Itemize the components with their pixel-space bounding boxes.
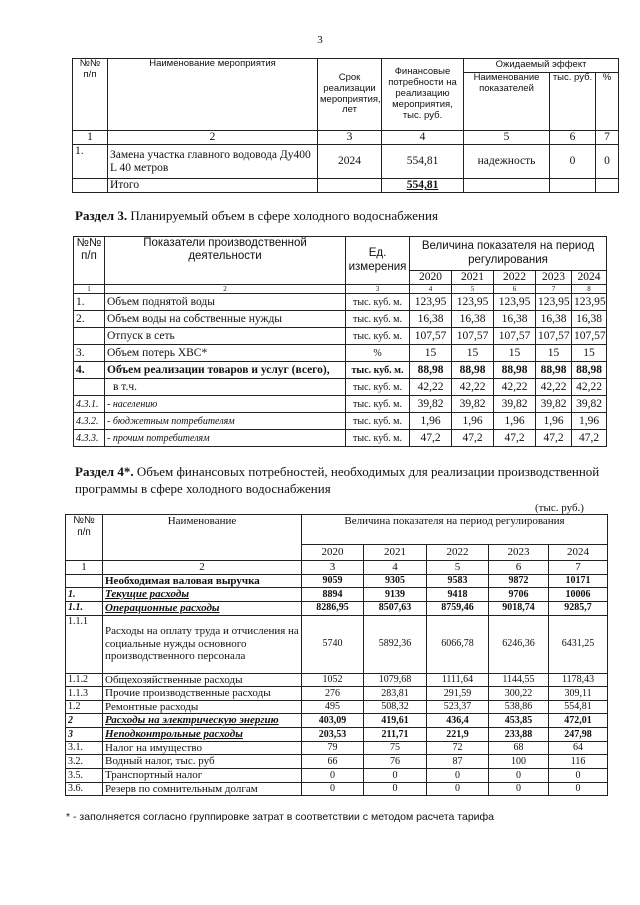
col-number: 6 [494, 285, 536, 294]
year-header: 2020 [410, 271, 452, 285]
col-number: 2 [103, 561, 302, 575]
row-value: 0 [302, 769, 364, 783]
row-value: 9872 [489, 574, 549, 588]
row-value: 42,22 [410, 379, 452, 396]
row-value: 554,81 [549, 700, 608, 714]
row-value: 39,82 [410, 396, 452, 413]
row-value: 15 [536, 345, 572, 362]
row-value: 72 [427, 741, 489, 755]
row-name: Налог на имущество [103, 741, 302, 755]
year-header: 2024 [549, 545, 608, 561]
row-num [74, 379, 105, 396]
table-row [74, 362, 607, 379]
row-num: 2. [74, 311, 105, 328]
year-header: 2021 [364, 545, 427, 561]
table-row [66, 700, 608, 714]
col-number: 3 [302, 561, 364, 575]
row-value: 1144,55 [489, 673, 549, 687]
row-value: 15 [452, 345, 494, 362]
row-value: 508,32 [364, 700, 427, 714]
row-value: 47,2 [410, 430, 452, 447]
table-row [66, 728, 608, 742]
row-num: 3.6. [66, 782, 103, 796]
row-value: 1,96 [452, 413, 494, 430]
row-value: 42,22 [536, 379, 572, 396]
row-value: 10006 [549, 588, 608, 602]
header-num: №№ п/п [73, 59, 108, 131]
row-unit: тыс. куб. м. [346, 328, 410, 345]
year-header: 2020 [302, 545, 364, 561]
row-value: 9285,7 [549, 601, 608, 615]
row-value: 538,86 [489, 700, 549, 714]
row-value: 88,98 [572, 362, 607, 379]
row-name: Объем поднятой воды [105, 294, 346, 311]
header-name: Наименование [103, 515, 302, 561]
section4-prefix: Раздел 4*. [75, 464, 134, 479]
row-value: 15 [572, 345, 607, 362]
table-row [66, 601, 608, 615]
row-value: 47,2 [536, 430, 572, 447]
section3-prefix: Раздел 3. [75, 208, 128, 223]
row-value: 88,98 [494, 362, 536, 379]
row-value: 42,22 [494, 379, 536, 396]
row-value: 87 [427, 755, 489, 769]
row-value: 0 [549, 782, 608, 796]
row-name: Водный налог, тыс. руб [103, 755, 302, 769]
col-number: 1 [73, 131, 108, 145]
row-name: Ремонтные расходы [103, 700, 302, 714]
row-value: 5892,36 [364, 615, 427, 673]
row-value: 123,95 [572, 294, 607, 311]
row-value: 15 [410, 345, 452, 362]
table-row [66, 615, 608, 673]
header-num: №№ п/п [74, 237, 105, 285]
section4-heading [75, 464, 615, 498]
row-value: 1,96 [410, 413, 452, 430]
row-value: 453,85 [489, 714, 549, 728]
table-row [66, 769, 608, 783]
row-unit: тыс. куб. м. [346, 311, 410, 328]
row-value: 8286,95 [302, 601, 364, 615]
header-finance: Финансовые потребности на реализацию мероприятия, тыс. руб. [382, 59, 464, 131]
section3-heading [75, 208, 438, 224]
col-number: 5 [427, 561, 489, 575]
row-value: 0 [364, 782, 427, 796]
row-value: 247,98 [549, 728, 608, 742]
row-value: 39,82 [494, 396, 536, 413]
table-row [74, 396, 607, 413]
row-value: 0 [364, 769, 427, 783]
row-value: 123,95 [452, 294, 494, 311]
header-value: Величина показателя на период регулирования [302, 515, 608, 545]
year-header: 2023 [536, 271, 572, 285]
row-num [66, 574, 103, 588]
row-value: 123,95 [410, 294, 452, 311]
unit-note: (тыс. руб.) [535, 502, 584, 514]
row-value: 276 [302, 687, 364, 701]
row-value: 16,38 [536, 311, 572, 328]
row-value: 39,82 [572, 396, 607, 413]
col-number: 5 [452, 285, 494, 294]
row-value: 107,57 [536, 328, 572, 345]
row-name: Отпуск в сеть [105, 328, 346, 345]
row-value: 16,38 [410, 311, 452, 328]
row-value: 221,9 [427, 728, 489, 742]
row-num: 3. [74, 345, 105, 362]
table-row [66, 673, 608, 687]
row-num: 1.2 [66, 700, 103, 714]
row-value: 76 [364, 755, 427, 769]
row-name: Замена участка главного водовода Ду400 L 40 метров [108, 145, 318, 179]
row-name: - населению [105, 396, 346, 413]
col-number: 4 [410, 285, 452, 294]
row-unit: тыс. куб. м. [346, 379, 410, 396]
table-row [74, 430, 607, 447]
row-value: 9018,74 [489, 601, 549, 615]
row-value: 47,2 [494, 430, 536, 447]
row-name: Общехозяйственные расходы [103, 673, 302, 687]
row-value: 9583 [427, 574, 489, 588]
row-value: 523,37 [427, 700, 489, 714]
row-value: 233,88 [489, 728, 549, 742]
section3-title: Планируемый объем в сфере холодного водоснабжения [130, 208, 438, 223]
table-row [66, 588, 608, 602]
table-row [74, 294, 607, 311]
row-value: 39,82 [452, 396, 494, 413]
row-num: 1.1. [66, 601, 103, 615]
row-name: Объем потерь ХВС* [105, 345, 346, 362]
row-value: 79 [302, 741, 364, 755]
row-num: 1.1.1 [66, 615, 103, 673]
row-value: 5740 [302, 615, 364, 673]
row-value: 107,57 [494, 328, 536, 345]
row-value: 123,95 [536, 294, 572, 311]
year-header: 2023 [489, 545, 549, 561]
page-number: 3 [317, 34, 323, 46]
row-value: 1079,68 [364, 673, 427, 687]
row-num [74, 328, 105, 345]
year-header: 2022 [494, 271, 536, 285]
row-unit: тыс. куб. м. [346, 362, 410, 379]
row-num: 1. [73, 145, 108, 179]
row-value: 1,96 [572, 413, 607, 430]
year-header: 2024 [572, 271, 607, 285]
col-number: 8 [572, 285, 607, 294]
row-value: 66 [302, 755, 364, 769]
total-value: 554,81 [382, 179, 464, 193]
footnote: * - заполняется согласно группировке затрат в соответствии с методом расчета тарифа [66, 811, 495, 823]
row-value: 68 [489, 741, 549, 755]
row-unit: тыс. куб. м. [346, 430, 410, 447]
row-percent: 0 [596, 145, 619, 179]
measures-table [72, 58, 619, 193]
volume-table [73, 236, 607, 447]
row-value: 6066,78 [427, 615, 489, 673]
row-value: 47,2 [452, 430, 494, 447]
row-num: 4.3.1. [74, 396, 105, 413]
row-value: 16,38 [452, 311, 494, 328]
row-num: 1. [66, 588, 103, 602]
table-row [74, 311, 607, 328]
row-num: 3 [66, 728, 103, 742]
row-value: 0 [489, 782, 549, 796]
table-row [74, 345, 607, 362]
header-effect: Ожидаемый эффект [464, 59, 619, 73]
col-number: 7 [536, 285, 572, 294]
row-value: 88,98 [452, 362, 494, 379]
row-num: 1.1.2 [66, 673, 103, 687]
table-row [66, 741, 608, 755]
row-name: Резерв по сомнительным долгам [103, 782, 302, 796]
row-value: 107,57 [572, 328, 607, 345]
row-name: Объем воды на собственные нужды [105, 311, 346, 328]
row-name: Расходы на электрическую энергию [103, 714, 302, 728]
row-unit: тыс. куб. м. [346, 396, 410, 413]
row-value: 9706 [489, 588, 549, 602]
row-value: 0 [427, 769, 489, 783]
row-value: 9059 [302, 574, 364, 588]
header-name: Показатели производственной деятельности [105, 237, 346, 285]
row-unit: % [346, 345, 410, 362]
row-name: - бюджетным потребителям [105, 413, 346, 430]
row-value: 8894 [302, 588, 364, 602]
col-number: 3 [318, 131, 382, 145]
table-row [66, 574, 608, 588]
col-number: 4 [382, 131, 464, 145]
header-term: Срок реализации мероприятия, лет [318, 59, 382, 131]
col-number: 5 [464, 131, 550, 145]
col-number: 1 [74, 285, 105, 294]
header-percent: % [596, 73, 619, 131]
row-name: Операционные расходы [103, 601, 302, 615]
table-row [66, 782, 608, 796]
row-value: 0 [549, 769, 608, 783]
row-value: 16,38 [572, 311, 607, 328]
row-value: 309,11 [549, 687, 608, 701]
row-name: Неподконтрольные расходы [103, 728, 302, 742]
header-indicator: Наименование показателей [464, 73, 550, 131]
row-value: 1,96 [494, 413, 536, 430]
row-value: 472,01 [549, 714, 608, 728]
row-value: 107,57 [410, 328, 452, 345]
row-value: 6246,36 [489, 615, 549, 673]
row-unit: тыс. куб. м. [346, 413, 410, 430]
row-num: 3.2. [66, 755, 103, 769]
row-value: 419,61 [364, 714, 427, 728]
row-value: 8507,63 [364, 601, 427, 615]
row-value: 107,57 [452, 328, 494, 345]
row-num: 1. [74, 294, 105, 311]
header-unit: Ед. измерения [346, 237, 410, 285]
row-num: 4. [74, 362, 105, 379]
total-label: Итого [108, 179, 318, 193]
row-value: 9305 [364, 574, 427, 588]
row-value: 88,98 [410, 362, 452, 379]
header-name: Наименование мероприятия [108, 59, 318, 131]
table-row [74, 328, 607, 345]
row-value: 123,95 [494, 294, 536, 311]
row-value: 47,2 [572, 430, 607, 447]
row-name: Необходимая валовая выручка [103, 574, 302, 588]
row-value: 9139 [364, 588, 427, 602]
table-row [74, 379, 607, 396]
col-number: 1 [66, 561, 103, 575]
row-name: в т.ч. [105, 379, 346, 396]
section4-title-line1: Объем финансовых потребностей, необходимых для реализации производственной [136, 464, 600, 479]
row-value: 291,59 [427, 687, 489, 701]
year-header: 2022 [427, 545, 489, 561]
col-number: 4 [364, 561, 427, 575]
col-number: 7 [549, 561, 608, 575]
row-rub: 0 [550, 145, 596, 179]
row-value: 495 [302, 700, 364, 714]
table-row [74, 413, 607, 430]
header-rub: тыс. руб. [550, 73, 596, 131]
row-value: 1111,64 [427, 673, 489, 687]
col-number: 3 [346, 285, 410, 294]
table-row [66, 755, 608, 769]
row-num: 2 [66, 714, 103, 728]
year-header: 2021 [452, 271, 494, 285]
row-name: Транспортный налог [103, 769, 302, 783]
table-row [66, 687, 608, 701]
row-value: 64 [549, 741, 608, 755]
col-number: 2 [108, 131, 318, 145]
row-name: Текущие расходы [103, 588, 302, 602]
table-row [66, 714, 608, 728]
row-value: 283,81 [364, 687, 427, 701]
row-term: 2024 [318, 145, 382, 179]
row-value: 116 [549, 755, 608, 769]
row-value: 10171 [549, 574, 608, 588]
table-row [73, 145, 619, 179]
row-num: 3.1. [66, 741, 103, 755]
header-value: Величина показателя на период регулирования [410, 237, 607, 271]
row-name: Прочие производственные расходы [103, 687, 302, 701]
row-num: 4.3.2. [74, 413, 105, 430]
row-value: 436,4 [427, 714, 489, 728]
row-value: 8759,46 [427, 601, 489, 615]
col-number: 2 [105, 285, 346, 294]
row-name: Объем реализации товаров и услуг (всего), [105, 362, 346, 379]
header-num: №№ п/п [66, 515, 103, 561]
finance-table [65, 514, 608, 796]
row-finance: 554,81 [382, 145, 464, 179]
row-value: 100 [489, 755, 549, 769]
row-value: 42,22 [452, 379, 494, 396]
row-value: 1178,43 [549, 673, 608, 687]
row-value: 6431,25 [549, 615, 608, 673]
row-name: - прочим потребителям [105, 430, 346, 447]
row-value: 42,22 [572, 379, 607, 396]
row-value: 75 [364, 741, 427, 755]
col-number: 6 [489, 561, 549, 575]
row-value: 15 [494, 345, 536, 362]
row-value: 0 [489, 769, 549, 783]
row-value: 203,53 [302, 728, 364, 742]
row-unit: тыс. куб. м. [346, 294, 410, 311]
row-value: 0 [302, 782, 364, 796]
row-indicator: надежность [464, 145, 550, 179]
row-value: 39,82 [536, 396, 572, 413]
col-number: 7 [596, 131, 619, 145]
row-value: 1,96 [536, 413, 572, 430]
row-value: 16,38 [494, 311, 536, 328]
row-value: 9418 [427, 588, 489, 602]
row-num: 4.3.3. [74, 430, 105, 447]
row-num: 1.1.3 [66, 687, 103, 701]
row-value: 1052 [302, 673, 364, 687]
section4-title-line2: программы в сфере холодного водоснабжения [75, 480, 331, 496]
row-num: 3.5. [66, 769, 103, 783]
row-value: 403,09 [302, 714, 364, 728]
row-value: 88,98 [536, 362, 572, 379]
row-value: 0 [427, 782, 489, 796]
row-value: 211,71 [364, 728, 427, 742]
row-value: 300,22 [489, 687, 549, 701]
col-number: 6 [550, 131, 596, 145]
row-name: Расходы на оплату труда и отчисления на социальные нужды основного производственного персонала [103, 615, 302, 673]
